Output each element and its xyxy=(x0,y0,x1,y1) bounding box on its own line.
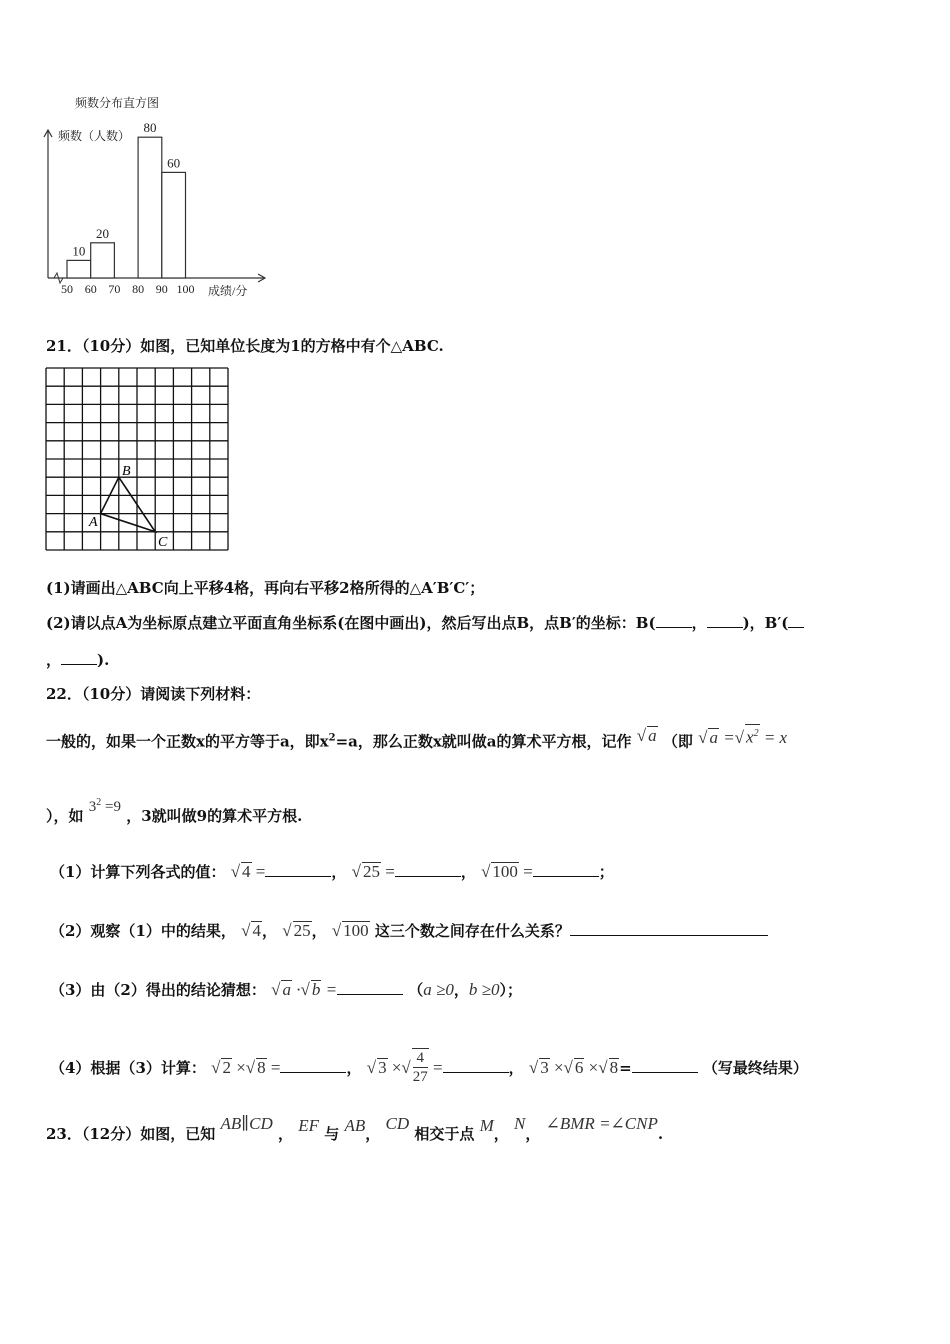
example-text-a: ，如 xyxy=(53,807,84,825)
part4-tail: （写最终结果） xyxy=(702,1059,808,1077)
q22-part4: （4）根据（3）计算： √ 2 ×√ 8 = ， √ 3 ×√ $\frac{4}{27}$ = ， √ 3 ×√ 6 ×√ 8= （写最终结果） xyxy=(50,1050,808,1088)
histogram-ylabel: 频数（人数） xyxy=(58,129,131,143)
histogram-bar-label-3: 80 xyxy=(143,120,157,136)
q22-part3: （3）由（2）得出的结论猜想： √ a ·√ b = （a ≥0，b ≥0）； xyxy=(50,980,523,999)
def-text-c: （即 xyxy=(662,732,693,751)
q22-part1: （1）计算下列各式的值： √ 4 = ， √ 25 = ， √ 100 = ； xyxy=(50,862,614,881)
q23-stem: 23．（12分）如图，已知 AB∥CD ， EF 与 AB， CD 相交于点 M， N， ∠BMR =∠CNP. xyxy=(46,1114,664,1143)
q21-sub2-text-e: ). xyxy=(97,651,110,669)
label-c: C xyxy=(158,535,168,550)
histogram-bar-0 xyxy=(67,260,91,278)
q23-point-m: M xyxy=(479,1116,494,1135)
q21-grid-figure xyxy=(40,362,240,557)
q22-part2: （2）观察（1）中的结果， √ 4， √ 25， √ 100 这三个数之间存在什么关系？ xyxy=(50,921,768,941)
sqrt4-ref: √ 4 xyxy=(241,921,261,940)
blank-bpy[interactable] xyxy=(61,650,97,665)
example-text-b: ，3就叫做9的算术平方根. xyxy=(126,807,303,825)
def-text-b: =a，那么正数x就叫做a的算术平方根，记作 xyxy=(335,732,632,751)
sqrt-a: √ a xyxy=(636,725,657,745)
blank-conjecture[interactable] xyxy=(337,980,403,995)
example-formula: $3^2 =9$ xyxy=(88,797,121,815)
q21-sub2-text-c: )，B′( xyxy=(742,614,789,632)
q21-sub2 xyxy=(46,613,804,633)
histogram-xlabel: 成绩/分 xyxy=(208,284,248,298)
part4-label: （4）根据（3）计算： xyxy=(50,1059,206,1077)
q22-stem: 22．（10分）请阅读下列材料： xyxy=(46,685,261,703)
label-b: B xyxy=(122,464,131,479)
q22-example xyxy=(46,797,303,827)
q23-prefix: 23．（12分）如图，已知 xyxy=(46,1125,216,1143)
blank-calc3[interactable] xyxy=(632,1058,698,1073)
histogram-bar-3 xyxy=(138,137,162,278)
q21-sub2-text-b: ， xyxy=(691,614,707,632)
cond-close: ）； xyxy=(499,981,523,999)
part2-label: （2）观察（1）中的结果， xyxy=(50,922,236,940)
histogram-bar-4 xyxy=(162,172,186,278)
blank-relation[interactable] xyxy=(570,921,768,936)
q23-angle-equality: ∠BMR =∠CNP xyxy=(545,1114,658,1133)
sqrt100-ref: √ 100 xyxy=(331,921,369,940)
q23-ef: EF xyxy=(298,1116,319,1135)
q21-sub2-text-a: (2)请以点A为坐标原点建立平面直角坐标系(在图中画出)，然后写出点B，点B′的坐标：B( xyxy=(46,614,656,632)
q23-cd: CD xyxy=(385,1114,410,1133)
expr-sqrt3-sqrt6-sqrt8: √ 3 ×√ 6 ×√ 8 xyxy=(528,1058,619,1077)
part1-label: （1）计算下列各式的值： xyxy=(50,863,226,881)
q23-ab: AB xyxy=(344,1116,366,1135)
q21-sub2-text-d: ， xyxy=(46,651,62,669)
blank-sqrt100[interactable] xyxy=(533,862,599,877)
expr-sqrt2-sqrt8: √ 2 ×√ 8 = xyxy=(211,1058,281,1077)
histogram-bar-label-0: 10 xyxy=(72,243,86,259)
condition-b: b ≥0 xyxy=(468,980,500,999)
q23-intersect: 相交于点 xyxy=(414,1125,475,1143)
q21-sub2-cont xyxy=(46,650,109,670)
def-text-d: ） xyxy=(46,807,54,825)
histogram-bar-1 xyxy=(91,243,115,278)
triangle-abc xyxy=(101,477,156,532)
histogram-bar-label-4: 60 xyxy=(167,155,181,171)
blank-calc1[interactable] xyxy=(280,1058,346,1073)
q22-definition xyxy=(46,725,788,752)
sqrt100-expr: √ 100 = xyxy=(481,862,533,881)
histogram-tick-80: 80 xyxy=(132,282,145,296)
histogram-bar-label-1: 20 xyxy=(96,225,110,241)
histogram-tick-60: 60 xyxy=(84,282,97,296)
def-sup: 2 xyxy=(328,732,336,744)
expr-sqrt3-frac: √ 3 ×√ $\frac{4}{27}$ = xyxy=(366,1050,443,1085)
sqrt-product: √ a ·√ b = xyxy=(271,980,338,999)
part3-label: （3）由（2）得出的结论猜想： xyxy=(50,981,266,999)
histogram-tick-50: 50 xyxy=(61,282,73,296)
def-text-a: 一般的，如果一个正数x的平方等于a，即x xyxy=(46,732,329,751)
histogram-tick-70: 70 xyxy=(108,282,121,296)
label-a: A xyxy=(89,515,98,530)
part2-question: 这三个数之间存在什么关系？ xyxy=(374,922,570,940)
blank-calc2[interactable] xyxy=(443,1058,509,1073)
sqrt25-ref: √ 25 xyxy=(282,921,311,940)
blank-sqrt25[interactable] xyxy=(395,862,461,877)
blank-bx[interactable] xyxy=(656,613,692,628)
q21-stem: 21．（10分）如图，已知单位长度为1的方格中有个△ABC. xyxy=(46,337,444,355)
q21-sub1: (1)请画出△ABC向上平移4格，再向右平移2格所得的△A′B′C′； xyxy=(46,579,485,597)
condition-a: a ≥0 xyxy=(423,980,454,999)
blank-bpx[interactable] xyxy=(788,613,804,628)
frequency-histogram xyxy=(40,92,280,307)
sqrt4-expr: √ 4 = xyxy=(230,862,266,881)
histogram-tick-100: 100 xyxy=(176,282,195,296)
q23-with: 与 xyxy=(324,1125,340,1143)
blank-by[interactable] xyxy=(707,613,743,628)
q23-parallel: AB∥CD xyxy=(220,1114,273,1133)
sqrt25-expr: √ 25 = xyxy=(351,862,395,881)
blank-sqrt4[interactable] xyxy=(265,862,331,877)
q23-point-n: N xyxy=(514,1114,526,1133)
histogram-title: 频数分布直方图 xyxy=(75,96,160,110)
histogram-tick-90: 90 xyxy=(155,282,168,296)
cond-open: （ xyxy=(408,981,424,999)
definition-formula: √ a =√ $x^2 = x$ xyxy=(698,728,787,747)
square-grid xyxy=(46,368,228,550)
